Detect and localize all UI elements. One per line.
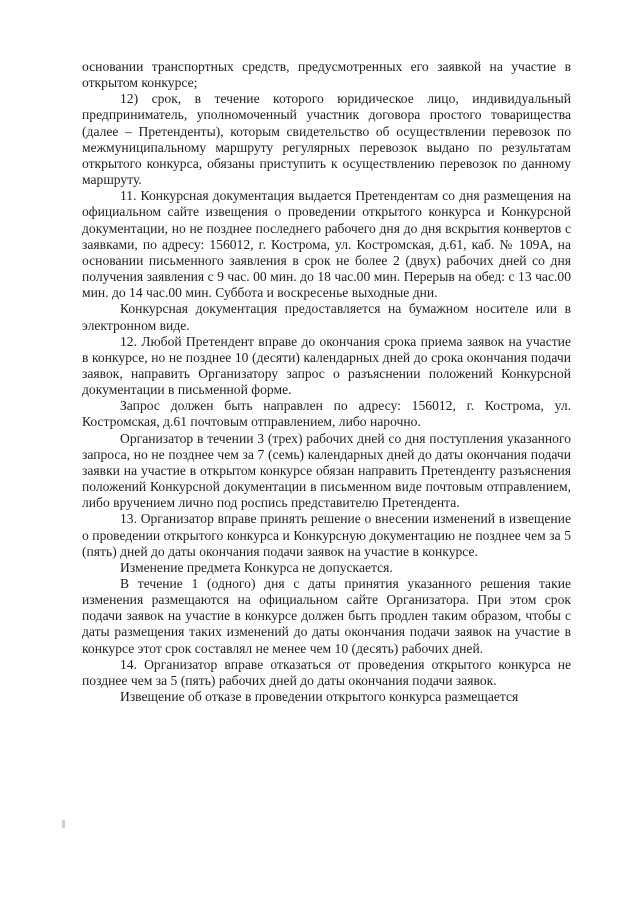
paragraph-section-14: 14. Организатор вправе отказаться от проведения открытого конкурса не позднее чем за 5 (пять) рабочих дней до даты окончания подачи заявок. bbox=[82, 656, 571, 688]
paragraph-continuation: основании транспортных средств, предусмотренных его заявкой на участие в открытом конкурсе; bbox=[82, 59, 571, 91]
document-body bbox=[82, 59, 571, 705]
paragraph-item-12-deadline: 12) срок, в течение которого юридическое лицо, индивидуальный предприниматель, уполномоченный участник договора простого товарищества (далее – Претенденты), которым свидетельство об осуществлении перевозок по межмуниципальному маршруту регулярных перевозок выдано по результатам открытого конкурса, обязаны приступить к осуществлению перевозок по данному маршруту. bbox=[82, 91, 571, 188]
paragraph-changes-publication: В течение 1 (одного) дня с даты принятия указанного решения такие изменения размещаются на официальном сайте Организатора. При этом срок подачи заявок на участие в конкурсе должен быть продлен таким образом, чтобы с даты размещения таких изменений до даты окончания подачи заявок на участие в конкурсе этот срок составлял не менее чем 10 (десять) рабочих дней. bbox=[82, 576, 571, 656]
paragraph-subject-change: Изменение предмета Конкурса не допускается. bbox=[120, 559, 393, 575]
paragraph-documentation-format: Конкурсная документация предоставляется на бумажном носителе или в электронном виде. bbox=[82, 301, 571, 333]
scan-artifact bbox=[62, 820, 65, 828]
paragraph-request-address: Запрос должен быть направлен по адресу: 156012, г. Кострома, ул. Костромская, д.61 почтовым отправлением, либо нарочно. bbox=[82, 398, 571, 430]
paragraph-organizer-response: Организатор в течении 3 (трех) рабочих дней со дня поступления указанного запроса, но не позднее чем за 7 (семь) календарных дней до даты окончания подачи заявки на участие в открытом конкурсе обязан направить Претенденту разъяснения положений Конкурсной документации в письменном виде почтовым отправлением, либо вручением лично под роспись представителю Претендента. bbox=[82, 430, 571, 511]
paragraph-section-13: 13. Организатор вправе принять решение о внесении изменений в извещение о проведении открытого конкурса и Конкурсную документацию не позднее чем за 5 (пять) дней до даты окончания подачи заявок на участие в конкурсе. bbox=[82, 511, 571, 559]
paragraph-section-11: 11. Конкурсная документация выдается Претендентам со дня размещения на официальном сайте извещения о проведении открытого конкурса и Конкурсной документации, но не позднее последнего рабочего дня до дня вскрытия конвертов с заявками, по адресу: 156012, г. Кострома, ул. Костромская, д.61, каб. № 109А, на основании письменного заявления в срок не более 2 (двух) рабочих дней со дня получения заявления с 9 час. 00 мин. до 18 час.00 мин. Перерыв на обед: с 13 час.00 мин. до 14 час.00 мин. Суббота и воскресенье выходные дни. bbox=[82, 188, 571, 301]
paragraph-section-12: 12. Любой Претендент вправе до окончания срока приема заявок на участие в конкурсе, но не позднее 10 (десяти) календарных дней до срока окончания подачи заявок, направить Организатору запрос о разъяснении положений Конкурсной документации в письменной форме. bbox=[82, 333, 571, 398]
paragraph-refusal-notice: Извещение об отказе в проведении открытого конкурса размещается bbox=[120, 689, 519, 705]
